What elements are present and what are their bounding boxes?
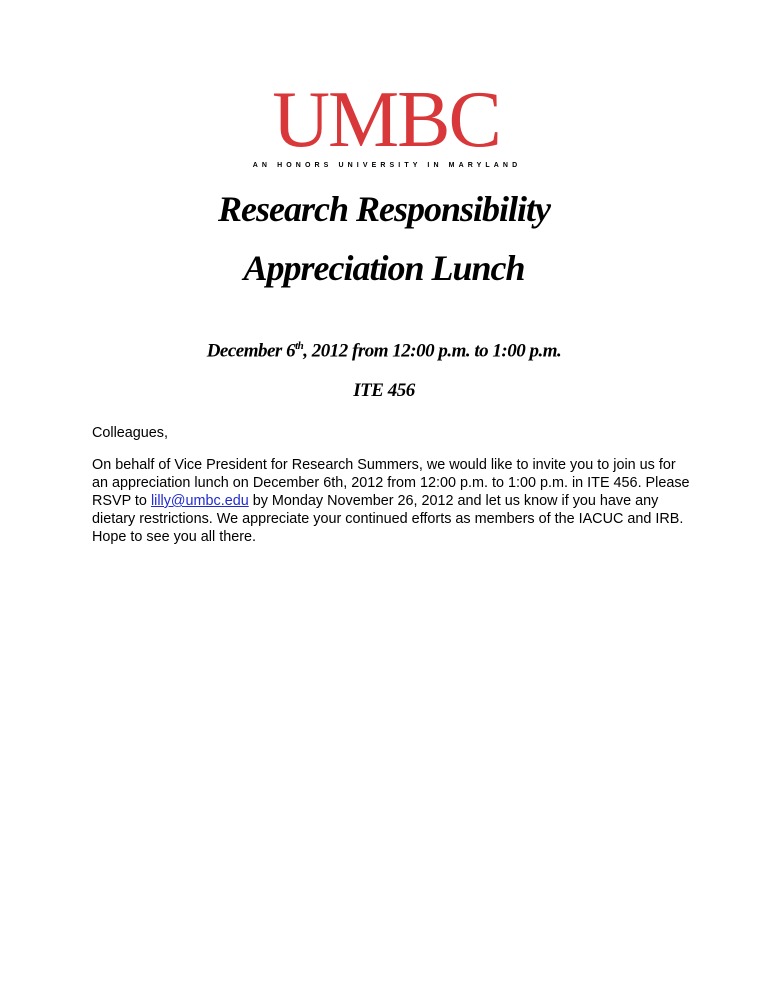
letter-greeting: Colleagues, [92, 425, 169, 441]
title-line-2: Appreciation Lunch [243, 248, 525, 288]
title-line-1: Research Responsibility [217, 189, 550, 229]
event-room: ITE 456 [353, 380, 415, 401]
paragraph-text-1: On behalf of Vice President for Research Summers, we would like to invite you to join us for an appreciation lunch on December 6th, 2012 from 12:00 p.m. to 1:00 p.m. in ITE 456. Please RSVP to [92, 457, 690, 509]
event-date-prefix: December 6 [206, 340, 296, 362]
event-date [0, 340, 768, 362]
logo-wordmark: UMBC [272, 76, 500, 164]
logo-tagline: AN HONORS UNIVERSITY IN MARYLAND [252, 162, 522, 169]
event-date-ordinal: th [295, 340, 304, 352]
event-date-suffix: , 2012 from 12:00 p.m. to 1:00 p.m. [303, 340, 562, 362]
letter-paragraph [92, 456, 692, 546]
umbc-logo [0, 76, 768, 169]
rsvp-email-link[interactable]: lilly@umbc.edu [150, 493, 249, 509]
paragraph-text-2: by Monday November 26, 2012 and let us know if you have any dietary restrictions. We appreciate your continued efforts as members of the IACUC and IRB. Hope to see you all there. [92, 493, 684, 545]
